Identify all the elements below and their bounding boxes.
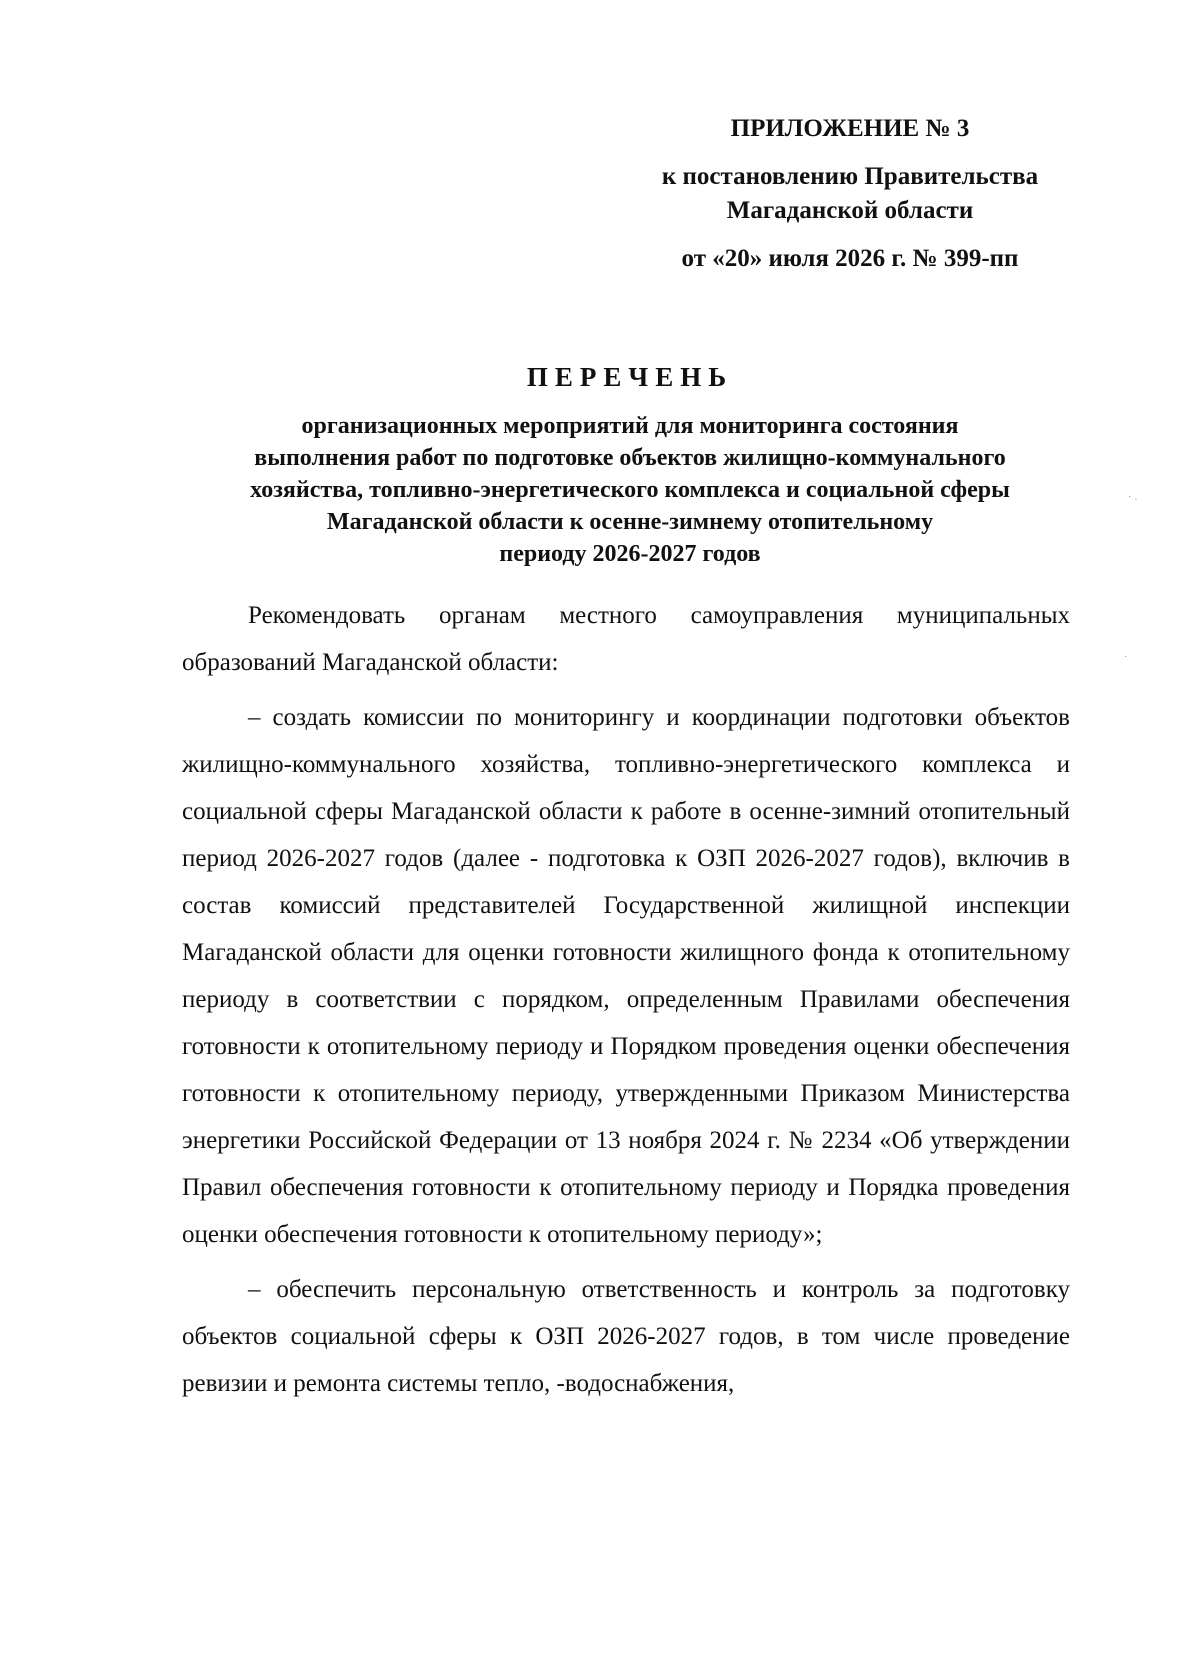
list-item-responsibility: – обеспечить персональную ответственность и контроль за подготовку объектов социальной сферы к ОЗП 2026-2027 годов, в том числе проведение ревизии и ремонта системы тепло, -водоснабжения, xyxy=(182,1276,1070,1397)
document-subtitle xyxy=(160,410,1100,570)
intro-paragraph: Рекомендовать органам местного самоуправления муниципальных образований Магаданской области: xyxy=(182,602,1070,676)
subtitle-line: организационных мероприятий для мониторинга состояния xyxy=(301,413,959,439)
subtitle-line: хозяйства, топливно-энергетического комплекса и социальной сферы xyxy=(250,477,1010,503)
document-title: ПЕРЕЧЕНЬ xyxy=(526,362,734,392)
appendix-line-resolution: к постановлению Правительства xyxy=(661,163,1039,190)
appendix-title: ПРИЛОЖЕНИЕ № 3 xyxy=(730,115,970,142)
document-title-block xyxy=(160,360,1100,570)
scan-speck: · xyxy=(1124,652,1128,663)
subtitle-line: периоду 2026-2027 годов xyxy=(499,541,761,567)
document-body xyxy=(182,592,1070,1407)
appendix-line-date-number: от «20» июля 2026 г. № 399-пп xyxy=(681,245,1019,272)
appendix-header xyxy=(620,112,1080,276)
list-item-commissions: – создать комиссии по мониторингу и координации подготовки объектов жилищно-коммунального хозяйства, топливно-энергетического комплекса и социальной сферы Магаданской области к работе в осенне-зимний отопительный период 2026-2027 годов (далее - подготовка к ОЗП 2026-2027 годов), включив в состав комиссий представителей Государственной жилищной инспекции Магаданской области для оценки готовности жилищного фонда к отопительному периоду в соответствии с порядком, определенным Правилами обеспечения готовности к отопительному периоду и Порядком проведения оценки обеспечения готовности к отопительному периоду, утвержденными Приказом Министерства энергетики Российской Федерации от 13 ноября 2024 г. № 2234 «Об утверждении Правил обеспечения готовности к отопительному периоду и Порядка проведения оценки обеспечения готовности к отопительному периоду»; xyxy=(182,704,1070,1248)
scan-speck: · . xyxy=(1128,492,1138,503)
subtitle-line: выполнения работ по подготовке объектов жилищно-коммунального xyxy=(254,445,1006,471)
subtitle-line: Магаданской области к осенне-зимнему отопительному xyxy=(326,509,934,535)
appendix-line-region: Магаданской области xyxy=(726,197,974,224)
